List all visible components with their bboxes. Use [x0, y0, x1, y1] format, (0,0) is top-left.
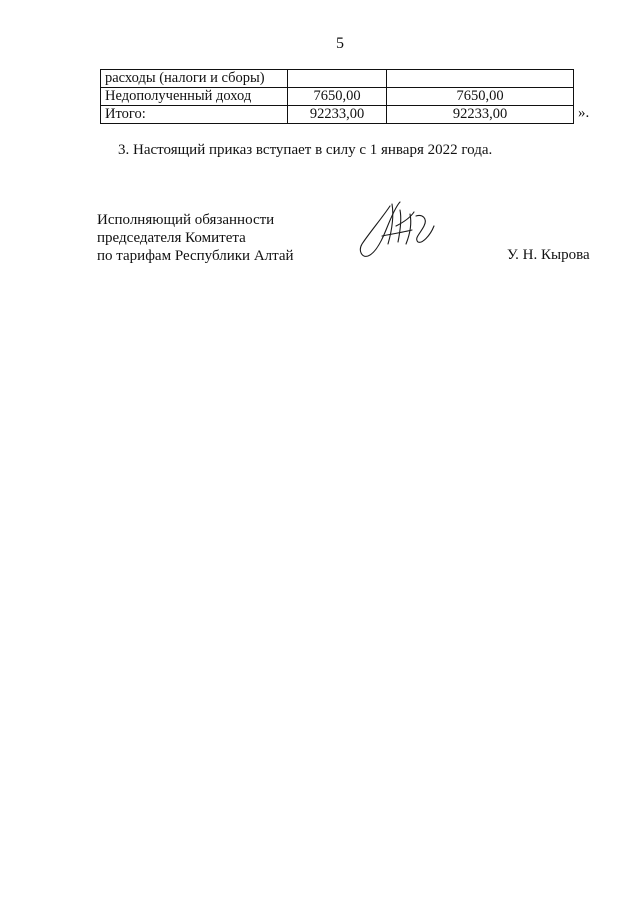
table-cell-value-2: 7650,00 [387, 88, 574, 106]
signatory-position-line: председателя Комитета [97, 230, 246, 246]
tariff-table [100, 69, 574, 124]
closing-quote: ». [578, 105, 590, 121]
table-row [101, 106, 574, 124]
table-cell-value-2 [387, 70, 574, 88]
table-cell-value-2: 92233,00 [387, 106, 574, 124]
table-cell-label: Недополученный доход [101, 88, 288, 106]
table-cell-label: расходы (налоги и сборы) [101, 70, 288, 88]
handwritten-signature-icon [352, 196, 442, 268]
signatory-position [97, 211, 294, 265]
paragraph-item-3: 3. Настоящий приказ вступает в силу с 1 января 2022 года. [118, 142, 493, 158]
table-cell-value-1: 92233,00 [288, 106, 387, 124]
signer-name: У. Н. Кырова [507, 247, 590, 263]
table-row [101, 88, 574, 106]
page-number: 5 [336, 35, 344, 52]
table-cell-value-1: 7650,00 [288, 88, 387, 106]
table-cell-label: Итого: [101, 106, 288, 124]
table-row [101, 70, 574, 88]
signatory-position-line: по тарифам Республики Алтай [97, 248, 294, 264]
table-cell-value-1 [288, 70, 387, 88]
signatory-position-line: Исполняющий обязанности [97, 212, 275, 228]
